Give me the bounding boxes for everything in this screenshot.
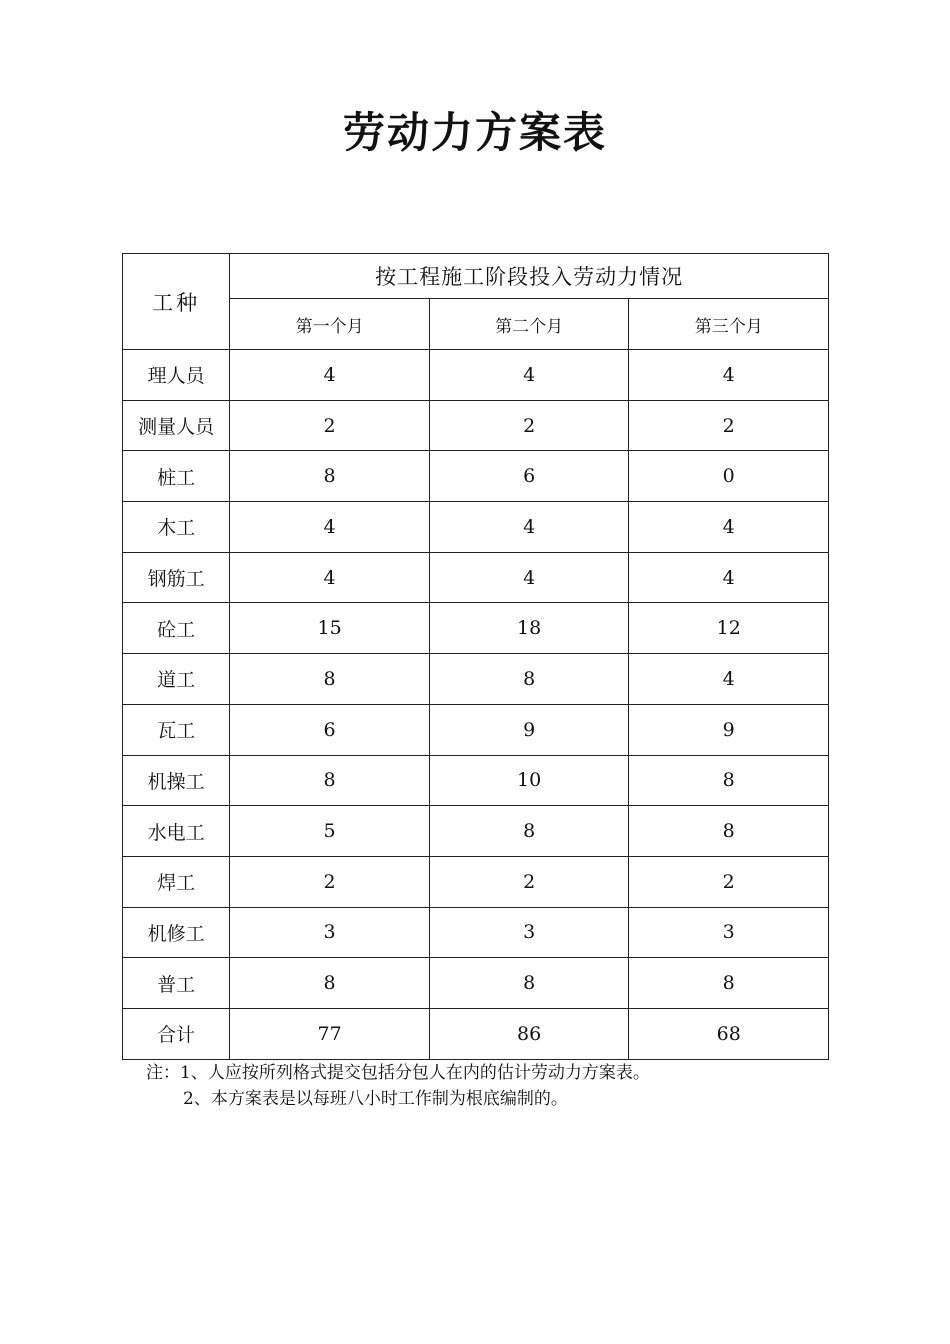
table-row xyxy=(123,958,829,1009)
worker-count-cell: 5 xyxy=(230,806,430,857)
worker-count-cell: 8 xyxy=(429,958,629,1009)
notes-section xyxy=(146,1060,650,1112)
worker-count-cell: 6 xyxy=(429,451,629,502)
worker-count-cell: 2 xyxy=(230,856,430,907)
table-row xyxy=(123,856,829,907)
labor-input-group-header: 按工程施工阶段投入劳动力情况 xyxy=(230,254,829,299)
worker-count-cell: 2 xyxy=(429,856,629,907)
worker-count-cell: 8 xyxy=(230,451,430,502)
trade-cell: 合计 xyxy=(123,1008,230,1059)
table-row xyxy=(123,1008,829,1059)
worker-count-cell: 8 xyxy=(429,654,629,705)
worker-count-cell: 0 xyxy=(629,451,829,502)
worker-count-cell: 9 xyxy=(429,704,629,755)
worker-count-cell: 4 xyxy=(629,552,829,603)
table-header-row xyxy=(123,254,829,299)
trade-cell: 砼工 xyxy=(123,603,230,654)
trade-cell: 钢筋工 xyxy=(123,552,230,603)
worker-count-cell: 4 xyxy=(629,350,829,401)
worker-count-cell: 9 xyxy=(629,704,829,755)
worker-count-cell: 77 xyxy=(230,1008,430,1059)
trade-cell: 道工 xyxy=(123,654,230,705)
worker-count-cell: 3 xyxy=(429,907,629,958)
worker-count-cell: 8 xyxy=(629,806,829,857)
worker-count-cell: 68 xyxy=(629,1008,829,1059)
worker-count-cell: 4 xyxy=(629,502,829,553)
worker-count-cell: 8 xyxy=(429,806,629,857)
trade-cell: 测量人员 xyxy=(123,400,230,451)
table-row xyxy=(123,806,829,857)
trade-cell: 机修工 xyxy=(123,907,230,958)
month-header: 第二个月 xyxy=(429,299,629,350)
document-title: 劳动力方案表 xyxy=(342,108,607,157)
table-row xyxy=(123,400,829,451)
table-row xyxy=(123,502,829,553)
worker-count-cell: 8 xyxy=(629,958,829,1009)
worker-count-cell: 15 xyxy=(230,603,430,654)
trade-cell: 普工 xyxy=(123,958,230,1009)
table-row xyxy=(123,451,829,502)
trade-cell: 瓦工 xyxy=(123,704,230,755)
table-row xyxy=(123,654,829,705)
worker-count-cell: 3 xyxy=(629,907,829,958)
worker-count-cell: 4 xyxy=(230,552,430,603)
trade-cell: 理人员 xyxy=(123,350,230,401)
table-row xyxy=(123,755,829,806)
trade-cell: 木工 xyxy=(123,502,230,553)
worker-count-cell: 12 xyxy=(629,603,829,654)
worker-count-cell: 8 xyxy=(230,958,430,1009)
worker-count-cell: 3 xyxy=(230,907,430,958)
note-line: 注：1、人应按所列格式提交包括分包人在内的估计劳动力方案表。 xyxy=(146,1063,650,1083)
worker-count-cell: 2 xyxy=(629,856,829,907)
worker-count-cell: 86 xyxy=(429,1008,629,1059)
worker-count-cell: 2 xyxy=(230,400,430,451)
worker-count-cell: 10 xyxy=(429,755,629,806)
table-row xyxy=(123,350,829,401)
worker-count-cell: 8 xyxy=(230,654,430,705)
worker-count-cell: 8 xyxy=(230,755,430,806)
trade-cell: 桩工 xyxy=(123,451,230,502)
month-header: 第三个月 xyxy=(629,299,829,350)
worker-count-cell: 4 xyxy=(230,350,430,401)
table-row xyxy=(123,907,829,958)
worker-count-cell: 4 xyxy=(629,654,829,705)
worker-count-cell: 6 xyxy=(230,704,430,755)
worker-count-cell: 4 xyxy=(429,350,629,401)
table-row xyxy=(123,704,829,755)
month-header: 第一个月 xyxy=(230,299,430,350)
note-line: 2、本方案表是以每班八小时工作制为根底编制的。 xyxy=(183,1089,568,1109)
worker-count-cell: 2 xyxy=(629,400,829,451)
table-row xyxy=(123,552,829,603)
trade-cell: 焊工 xyxy=(123,856,230,907)
labor-plan-table xyxy=(122,253,829,1060)
trade-column-header: 工种 xyxy=(123,254,230,350)
worker-count-cell: 18 xyxy=(429,603,629,654)
trade-cell: 水电工 xyxy=(123,806,230,857)
worker-count-cell: 4 xyxy=(429,552,629,603)
worker-count-cell: 2 xyxy=(429,400,629,451)
worker-count-cell: 4 xyxy=(429,502,629,553)
table-row xyxy=(123,603,829,654)
trade-cell: 机操工 xyxy=(123,755,230,806)
worker-count-cell: 4 xyxy=(230,502,430,553)
worker-count-cell: 8 xyxy=(629,755,829,806)
